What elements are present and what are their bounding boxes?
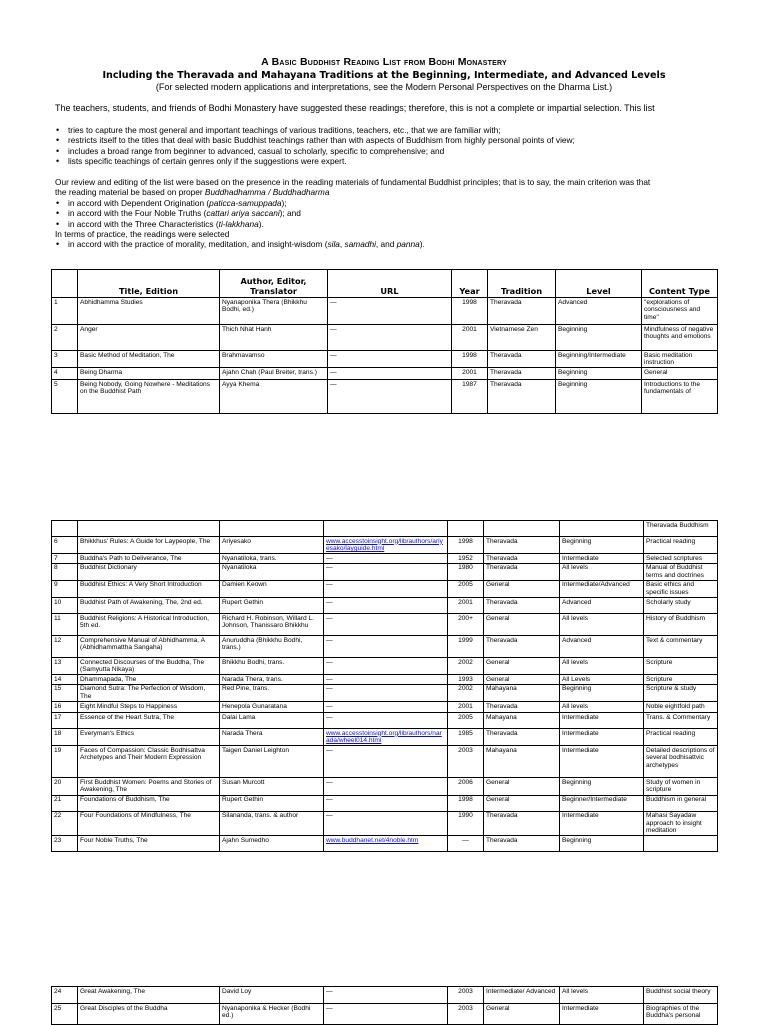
author-cell: Nyanatiloka, trans. xyxy=(220,554,324,564)
table1-body xyxy=(52,298,718,414)
level-cell: Beginning/Intermediate xyxy=(556,351,642,368)
year-cell: 2005 xyxy=(448,713,484,729)
row-number-cell: 12 xyxy=(52,636,78,658)
year-cell: 1980 xyxy=(448,563,484,580)
level-cell: Beginning xyxy=(560,778,644,795)
row-number-cell: 24 xyxy=(52,987,78,1004)
tradition-cell: Theravada xyxy=(488,380,556,414)
url-cell: — xyxy=(324,713,448,729)
level-cell: Beginning xyxy=(560,537,644,554)
level-cell: Beginning xyxy=(560,684,644,701)
row-number-cell: 13 xyxy=(52,658,78,675)
content-type-cell xyxy=(644,836,718,852)
year-cell: — xyxy=(448,836,484,852)
url-cell: — xyxy=(324,702,448,713)
tradition-cell: Theravada xyxy=(484,554,560,564)
content-type-cell: Detailed descriptions of several bodhisattvic archetypes xyxy=(644,746,718,778)
year-cell: 2001 xyxy=(452,368,488,380)
reading-table-part-1 xyxy=(51,269,718,414)
author-cell: Silananda, trans. & author xyxy=(220,811,324,836)
author-cell: Nyanatiloka xyxy=(220,563,324,580)
list-item: • in accord with the Four Noble Truths (cattari ariya saccani); and xyxy=(55,208,301,218)
level-cell: Intermediate xyxy=(560,1004,644,1025)
author-cell: Red Pine, trans. xyxy=(220,684,324,701)
level-cell: All levels xyxy=(560,702,644,713)
title-cell: Bhikkhus' Rules: A Guide for Laypeople, The xyxy=(78,537,220,554)
title-cell: Diamond Sutra: The Perfection of Wisdom, The xyxy=(78,684,220,701)
url-cell: — xyxy=(324,658,448,675)
url-cell: — xyxy=(324,598,448,614)
content-type-cell: Buddhism in general xyxy=(644,795,718,811)
row-number-cell: 2 xyxy=(52,325,78,351)
title-cell: Comprehensive Manual of Abhidhamma, A (Abhidhammattha Sangaha) xyxy=(78,636,220,658)
content-type-cell: Theravada Buddhism xyxy=(644,521,718,537)
year-cell: 1998 xyxy=(448,795,484,811)
table-row xyxy=(52,795,718,811)
content-type-cell: Selected scriptures xyxy=(644,554,718,564)
reading-table-part-2 xyxy=(51,520,718,852)
title-cell: Connected Discourses of the Buddha, The (Samyutta Nikaya) xyxy=(78,658,220,675)
row-number-cell: 8 xyxy=(52,563,78,580)
row-number-cell: 21 xyxy=(52,795,78,811)
table-row xyxy=(52,563,718,580)
level-cell: Beginning xyxy=(556,380,642,414)
author-cell: Ajahn Sumedho xyxy=(220,836,324,852)
title-cell: Four Noble Truths, The xyxy=(78,836,220,852)
row-number-cell: 19 xyxy=(52,746,78,778)
level-cell: Beginner/Intermediate xyxy=(560,795,644,811)
url-cell: — xyxy=(324,795,448,811)
row-number-cell: 20 xyxy=(52,778,78,795)
list-item: • includes a broad range from beginner to advanced, casual to scholarly, specific to comprehensive; and xyxy=(55,146,575,156)
title-cell: Eight Mindful Steps to Happiness xyxy=(78,702,220,713)
url-cell: — xyxy=(324,554,448,564)
col-header-num xyxy=(52,270,78,298)
col-header-tradition: Tradition xyxy=(488,270,556,298)
review-line-1: Our review and editing of the list were based on the presence in the reading materials of fundamental Buddhist principles; that is to say, the main criterion was that xyxy=(55,177,651,187)
level-cell: Intermediate xyxy=(560,811,644,836)
url-cell: — xyxy=(328,325,452,351)
author-cell: Damien Keown xyxy=(220,580,324,597)
content-type-cell: Buddhist social theory xyxy=(644,987,718,1004)
author-cell: Susan Murcott xyxy=(220,778,324,795)
year-cell: 1998 xyxy=(452,351,488,368)
author-cell: Ajahn Chah (Paul Breiter, trans.) xyxy=(220,368,328,380)
row-number-cell: 18 xyxy=(52,729,78,746)
year-cell: 1952 xyxy=(448,554,484,564)
tradition-cell: General xyxy=(484,614,560,636)
table-row xyxy=(52,702,718,713)
year-cell: 2002 xyxy=(448,658,484,675)
table-row xyxy=(52,636,718,658)
row-number-cell: 22 xyxy=(52,811,78,836)
tradition-cell: Theravada xyxy=(484,636,560,658)
year-cell: 2006 xyxy=(448,778,484,795)
row-number-cell: 17 xyxy=(52,713,78,729)
table-row xyxy=(52,729,718,746)
row-number-cell: 25 xyxy=(52,1004,78,1025)
tradition-cell: Theravada xyxy=(484,563,560,580)
table-row xyxy=(52,351,718,368)
year-cell: 1987 xyxy=(452,380,488,414)
tradition-cell: General xyxy=(484,778,560,795)
title-cell: Buddha's Path to Deliverance, The xyxy=(78,554,220,564)
content-type-cell: General xyxy=(642,368,718,380)
title-cell: Anger xyxy=(78,325,220,351)
col-header-url: URL xyxy=(328,270,452,298)
col-header-author: Author, Editor, Translator xyxy=(220,270,328,298)
url-cell: — xyxy=(324,580,448,597)
content-type-cell: Text & commentary xyxy=(644,636,718,658)
tradition-cell: General xyxy=(484,675,560,685)
content-type-cell: Study of women in scripture xyxy=(644,778,718,795)
tradition-cell: Theravada xyxy=(484,729,560,746)
col-header-title: Title, Edition xyxy=(78,270,220,298)
title-cell: Buddhist Ethics: A Very Short Introduction xyxy=(78,580,220,597)
url-cell: — xyxy=(328,368,452,380)
level-cell: Beginning xyxy=(556,368,642,380)
row-number-cell: 23 xyxy=(52,836,78,852)
content-type-cell: Mahasi Sayadaw approach to insight meditation xyxy=(644,811,718,836)
table-row xyxy=(52,836,718,852)
author-cell: Bhikkhu Bodhi, trans. xyxy=(220,658,324,675)
table-row xyxy=(52,537,718,554)
level-cell: All levels xyxy=(560,987,644,1004)
table-row xyxy=(52,325,718,351)
content-type-cell: Basic meditation instruction xyxy=(642,351,718,368)
author-cell: Dalai Lama xyxy=(220,713,324,729)
year-cell: 1990 xyxy=(448,811,484,836)
tradition-cell: Theravada xyxy=(488,298,556,325)
title-cell: Great Awakening, The xyxy=(78,987,220,1004)
year-cell: 2003 xyxy=(448,746,484,778)
title-cell: Everyman's Ethics xyxy=(78,729,220,746)
title-cell: Being Nobody, Going Nowhere - Meditations on the Buddhist Path xyxy=(78,380,220,414)
tradition-cell: Mahayana xyxy=(484,746,560,778)
col-header-content-type: Content Type xyxy=(642,270,718,298)
year-cell: 1999 xyxy=(448,636,484,658)
title-cell: Great Disciples of the Buddha xyxy=(78,1004,220,1025)
table-row xyxy=(52,1004,718,1025)
url-cell[interactable]: www.accesstoinsight.org/lib/authors/ariyesako/layguide.html xyxy=(324,537,448,554)
year-cell: 2005 xyxy=(448,580,484,597)
year-cell: 2003 xyxy=(448,1004,484,1025)
table-row xyxy=(52,554,718,564)
url-cell: — xyxy=(324,811,448,836)
content-type-cell: Biographies of the Buddha's personal xyxy=(644,1004,718,1025)
level-cell: Beginning xyxy=(556,325,642,351)
page-subtitle: Including the Theravada and Mahayana Traditions at the Beginning, Intermediate, and Advanced Levels xyxy=(102,70,666,81)
year-cell: 200+ xyxy=(448,614,484,636)
row-number-cell: 1 xyxy=(52,298,78,325)
author-cell: Henepola Gunaratana xyxy=(220,702,324,713)
author-cell: David Loy xyxy=(220,987,324,1004)
level-cell: All levels xyxy=(560,563,644,580)
table3-body xyxy=(52,987,718,1025)
tradition-cell: Theravada xyxy=(484,702,560,713)
content-type-cell: Scripture & study xyxy=(644,684,718,701)
content-type-cell: Noble eightfold path xyxy=(644,702,718,713)
level-cell: Advanced xyxy=(556,298,642,325)
row-number-cell: 16 xyxy=(52,702,78,713)
table2-body xyxy=(52,521,718,852)
year-cell: 2001 xyxy=(448,702,484,713)
content-type-cell: "explorations of consciousness and time" xyxy=(642,298,718,325)
tradition-cell: Mahayana xyxy=(484,713,560,729)
list-item: • restricts itself to the titles that deal with basic Buddhist teachings rather than with aspects of Buddhism from highly personal points of view; xyxy=(55,135,575,145)
tradition-cell: Theravada xyxy=(484,811,560,836)
title-cell: First Buddhist Women: Poems and Stories of Awakening, The xyxy=(78,778,220,795)
title-cell: Four Foundations of Mindfulness, The xyxy=(78,811,220,836)
title-cell: Buddhist Religions: A Historical Introduction, 5th ed. xyxy=(78,614,220,636)
author-cell: Ayya Khema xyxy=(220,380,328,414)
row-number-cell: 15 xyxy=(52,684,78,701)
row-number-cell: 6 xyxy=(52,537,78,554)
level-cell: Advanced xyxy=(560,636,644,658)
table-row xyxy=(52,580,718,597)
author-cell: Taigen Daniel Leighton xyxy=(220,746,324,778)
list-item: • lists specific teachings of certain genres only if the suggestions were expert. xyxy=(55,156,575,166)
page-note: (For selected modern applications and interpretations, see the Modern Personal Perspectives on the Dharma List.) xyxy=(155,82,613,92)
table-row xyxy=(52,713,718,729)
level-cell: All Levels xyxy=(560,675,644,685)
year-cell: 2001 xyxy=(448,598,484,614)
content-type-cell: Practical reading xyxy=(644,537,718,554)
year-cell: 1985 xyxy=(448,729,484,746)
url-cell[interactable]: www.buddhanet.net/4noble.htm xyxy=(324,836,448,852)
url-cell: — xyxy=(324,778,448,795)
row-number-cell: 4 xyxy=(52,368,78,380)
level-cell: Advanced xyxy=(560,598,644,614)
url-cell[interactable]: www.accesstoinsight.org/lib/authors/narada/wheel014.html xyxy=(324,729,448,746)
title-cell: Basic Method of Meditation, The xyxy=(78,351,220,368)
reading-table-part-3 xyxy=(51,986,718,1025)
author-cell: Rupert Gethin xyxy=(220,795,324,811)
tradition-cell: Theravada xyxy=(488,368,556,380)
tradition-cell: Theravada xyxy=(484,537,560,554)
year-cell: 2003 xyxy=(448,987,484,1004)
year-cell: 2002 xyxy=(448,684,484,701)
row-number-cell: 14 xyxy=(52,675,78,685)
list-item: • in accord with the Three Characteristics (ti-lakkhana). xyxy=(55,219,301,229)
year-cell: 1993 xyxy=(448,675,484,685)
content-type-cell: Manual of Buddhist terms and doctrines xyxy=(644,563,718,580)
level-cell: All levels xyxy=(560,614,644,636)
title-cell: Buddhist Path of Awakening, The, 2nd ed. xyxy=(78,598,220,614)
level-cell: Intermediate/Advanced xyxy=(560,580,644,597)
author-cell: Thich Nhat Hanh xyxy=(220,325,328,351)
col-header-year: Year xyxy=(452,270,488,298)
level-cell: All levels xyxy=(560,658,644,675)
tradition-cell: General xyxy=(484,580,560,597)
tradition-cell: Theravada xyxy=(484,836,560,852)
col-header-level: Level xyxy=(556,270,642,298)
row-number-cell: 3 xyxy=(52,351,78,368)
table-row xyxy=(52,987,718,1004)
content-type-cell: Scripture xyxy=(644,675,718,685)
url-cell: — xyxy=(324,987,448,1004)
table-row xyxy=(52,658,718,675)
table-row xyxy=(52,380,718,414)
url-cell: — xyxy=(324,684,448,701)
table-row xyxy=(52,298,718,325)
level-cell: Intermediate xyxy=(560,746,644,778)
tradition-cell: Vietnamese Zen xyxy=(488,325,556,351)
table-row xyxy=(52,746,718,778)
principles-list xyxy=(55,198,301,229)
table-row xyxy=(52,368,718,380)
author-cell: Anuruddha (Bhikkhu Bodhi, trans.) xyxy=(220,636,324,658)
tradition-cell: Theravada xyxy=(484,598,560,614)
row-number-cell: 11 xyxy=(52,614,78,636)
url-cell: — xyxy=(324,563,448,580)
list-item: • in accord with the practice of morality, meditation, and insight-wisdom (sila, samadhi, and panna). xyxy=(55,239,425,249)
tradition-cell: General xyxy=(484,1004,560,1025)
url-cell: — xyxy=(324,746,448,778)
row-number-cell: 9 xyxy=(52,580,78,597)
year-cell: 1998 xyxy=(448,537,484,554)
content-type-cell: Introductions to the fundamentals of xyxy=(642,380,718,414)
author-cell: Narada Thera xyxy=(220,729,324,746)
page-title: A Basic Buddhist Reading List from Bodhi Monastery xyxy=(261,56,507,68)
author-cell: Ariyesako xyxy=(220,537,324,554)
title-cell: Dhammapada, The xyxy=(78,675,220,685)
practice-line: In terms of practice, the readings were selected xyxy=(55,229,230,239)
content-type-cell: Practical reading xyxy=(644,729,718,746)
table-row xyxy=(52,684,718,701)
tradition-cell: Theravada xyxy=(488,351,556,368)
title-cell: Abhidhamma Studies xyxy=(78,298,220,325)
url-cell: — xyxy=(324,675,448,685)
url-cell: — xyxy=(328,380,452,414)
tradition-cell: Mahayana xyxy=(484,684,560,701)
table-row xyxy=(52,811,718,836)
author-cell: Rupert Gethin xyxy=(220,598,324,614)
title-cell: Foundations of Buddhism, The xyxy=(78,795,220,811)
url-cell: — xyxy=(324,1004,448,1025)
title-cell: Essence of the Heart Sutra, The xyxy=(78,713,220,729)
table-row xyxy=(52,778,718,795)
table-row xyxy=(52,614,718,636)
tradition-cell: Intermediate/ Advanced xyxy=(484,987,560,1004)
level-cell: Intermediate xyxy=(560,554,644,564)
tradition-cell: General xyxy=(484,658,560,675)
list-item: • in accord with Dependent Origination (paticca-samuppada); xyxy=(55,198,301,208)
title-cell: Buddhist Dictionary xyxy=(78,563,220,580)
content-type-cell: Trans. & Commentary xyxy=(644,713,718,729)
author-cell: Richard H. Robinson, Willard L. Johnson, Thanissaro Bhikkhu xyxy=(220,614,324,636)
level-cell: Intermediate xyxy=(560,713,644,729)
level-cell: Intermediate xyxy=(560,729,644,746)
url-cell: — xyxy=(324,636,448,658)
author-cell: Nyanaponika & Hecker (Bodhi ed.) xyxy=(220,1004,324,1025)
title-cell: Faces of Compassion: Classic Bodhisattva Archetypes and Their Modern Expression xyxy=(78,746,220,778)
url-cell: — xyxy=(324,614,448,636)
content-type-cell: Scripture xyxy=(644,658,718,675)
content-type-cell: History of Buddhism xyxy=(644,614,718,636)
url-cell: — xyxy=(328,298,452,325)
content-type-cell: Scholarly study xyxy=(644,598,718,614)
row-number-cell: 5 xyxy=(52,380,78,414)
year-cell: 1998 xyxy=(452,298,488,325)
list-item: • tries to capture the most general and important teachings of various traditions, teachers, etc., that we are familiar with; xyxy=(55,125,575,135)
intro-text: The teachers, students, and friends of Bodhi Monastery have suggested these readings; therefore, this is not a complete or impartial selection. This list xyxy=(55,103,655,113)
table-row xyxy=(52,675,718,685)
review-paragraph xyxy=(55,177,735,198)
review-line-2: the reading material be based on proper Buddhadhamma / Buddhadharma xyxy=(55,187,330,198)
year-cell: 2001 xyxy=(452,325,488,351)
content-type-cell: Mindfulness of negative thoughts and emotions xyxy=(642,325,718,351)
url-cell: — xyxy=(328,351,452,368)
row-number-cell: 10 xyxy=(52,598,78,614)
author-cell: Nyanaponika Thera (Bhikkhu Bodhi, ed.) xyxy=(220,298,328,325)
content-type-cell: Basic ethics and specific issues xyxy=(644,580,718,597)
table-row xyxy=(52,598,718,614)
row-number-cell: 7 xyxy=(52,554,78,564)
list-criteria xyxy=(55,125,575,166)
author-cell: Brahmavamso xyxy=(220,351,328,368)
title-cell: Being Dharma xyxy=(78,368,220,380)
level-cell: Beginning xyxy=(560,836,644,852)
tradition-cell: General xyxy=(484,795,560,811)
author-cell: Narada Thera, trans. xyxy=(220,675,324,685)
practice-list xyxy=(55,239,425,249)
